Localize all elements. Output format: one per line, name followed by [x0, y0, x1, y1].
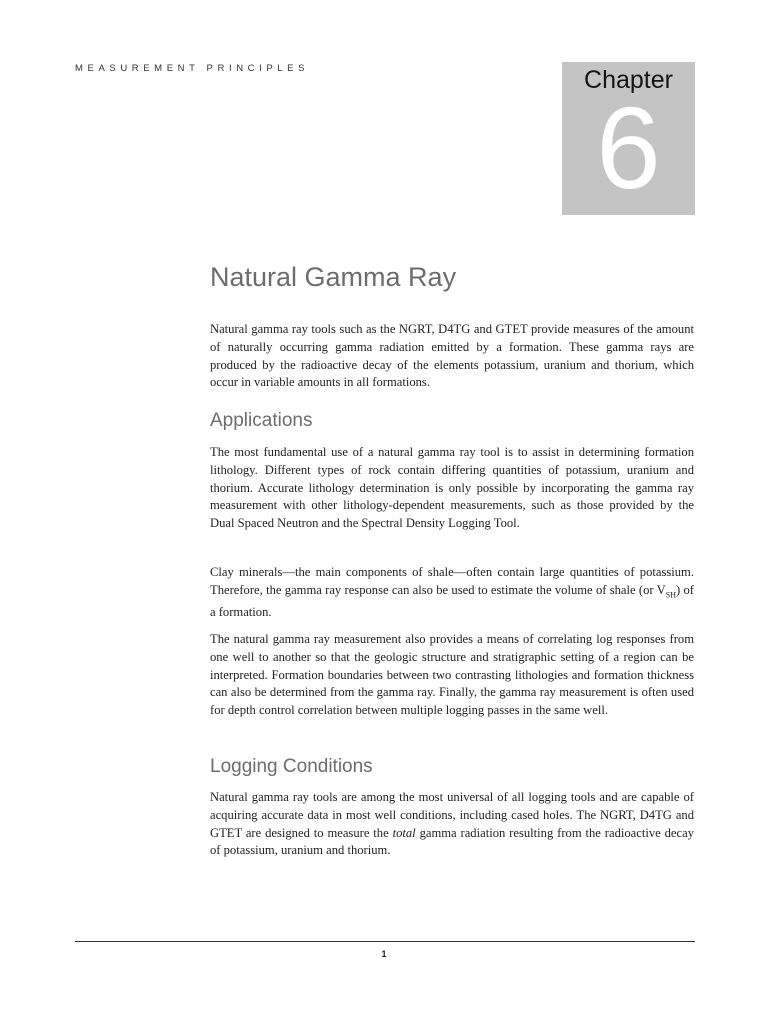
footer-rule	[75, 941, 695, 942]
chapter-label: Chapter	[584, 66, 673, 94]
emphasis-total: total	[392, 825, 416, 840]
section-heading-applications: Applications	[210, 410, 313, 431]
running-head: MEASUREMENT PRINCIPLES	[75, 63, 310, 74]
chapter-box	[562, 62, 695, 215]
para-text: gamma radiation resulting from the radioactive decay of potassium, uranium and thorium.	[210, 825, 694, 858]
page-title: Natural Gamma Ray	[210, 262, 457, 292]
subscript-sh: SH	[665, 590, 676, 600]
para-text: Natural gamma ray tools are among the most universal of all logging tools and are capable of acquiring accurate data in most well conditions, including cased holes. The NGRT, D4TG and GTET are designed to measure the	[210, 790, 694, 840]
intro-paragraph: Natural gamma ray tools such as the NGRT, D4TG and GTET provide measures of the amount of naturally occurring gamma radiation emitted by a formation. These gamma rays are produced by the radioactive decay of the elements potassium, uranium and thorium, which occur in variable amounts in all formations.	[210, 322, 694, 390]
page-number: 1	[381, 949, 387, 959]
logging-conditions-paragraph	[210, 789, 694, 860]
applications-paragraph-3: The natural gamma ray measurement also provides a means of correlating log responses from one well to another so that the geologic structure and stratigraphic setting of a region can be interpreted. Formation boundaries between two contrasting lithologies and formation thickness can also be determined from the gamma ray. Finally, the gamma ray measurement is often used for depth control correlation between multiple logging passes in the same well.	[210, 632, 694, 718]
section-heading-logging-conditions: Logging Conditions	[210, 756, 373, 777]
applications-paragraph-2	[210, 564, 694, 622]
applications-paragraph-1: The most fundamental use of a natural gamma ray tool is to assist in determining formation lithology. Different types of rock contain differing quantities of potassium, uranium and thorium. Accurate lithology determination is only possible by incorporating the gamma ray measurement with other lithology-dependent measurements, such as those provided by the Dual Spaced Neutron and the Spectral Density Logging Tool.	[210, 445, 694, 531]
para-text: ) of a formation.	[210, 582, 694, 620]
chapter-number: 6	[596, 83, 661, 213]
para-text: Clay minerals—the main components of shale—often contain large quantities of potassium. Therefore, the gamma ray response can also be used to estimate the volume of shale (or V	[210, 565, 694, 597]
